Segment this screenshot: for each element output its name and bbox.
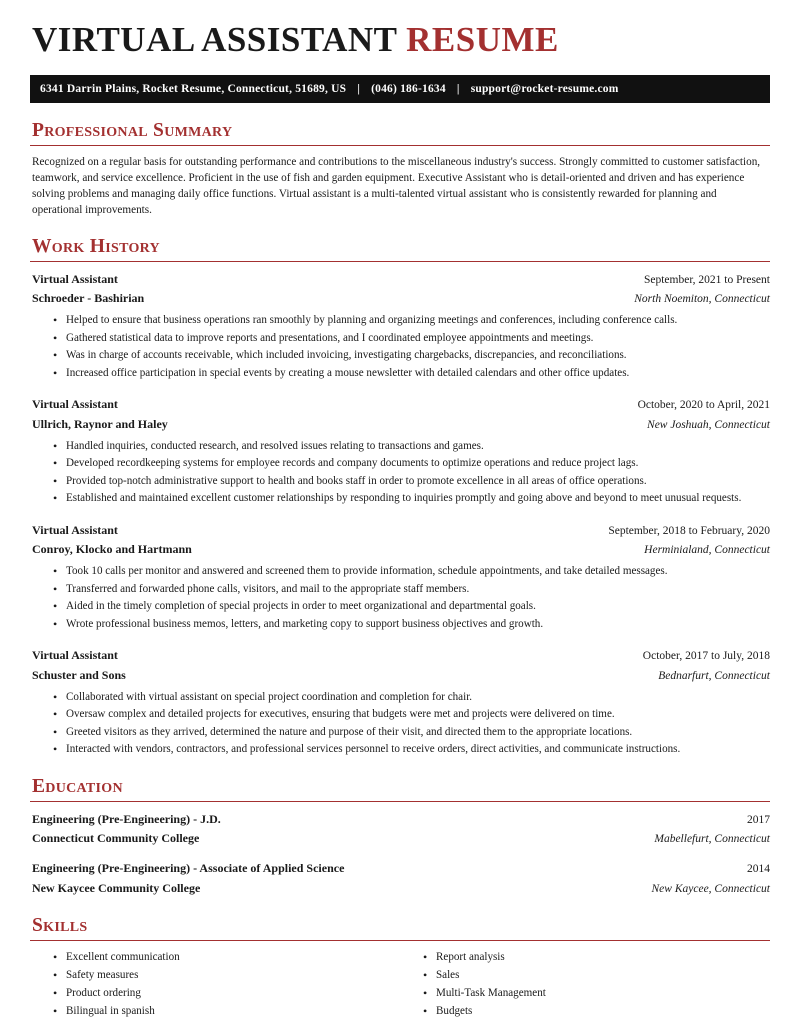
work-entry-header: [30, 521, 770, 540]
education-entry: [30, 859, 770, 898]
section-education: [30, 776, 770, 898]
skills-columns: [30, 949, 770, 1021]
work-bullet: • Interacted with vendors, contractors, and professional services personnel to receive orders, direct activities, and communicate instructions.: [66, 741, 770, 759]
education-school: New Kaycee Community College: [32, 880, 201, 895]
work-company: Schroeder - Bashirian: [32, 290, 145, 305]
work-bullet: • Provided top-notch administrative support to health and books staff in order to promote excellence in all areas of office operations.: [66, 473, 770, 491]
work-bullet: • Developed recordkeeping systems for employee records and company documents to optimize operations and reduce project lags.: [66, 455, 770, 473]
contact-separator-2: |: [456, 82, 460, 95]
section-divider-work: [30, 261, 770, 262]
work-bullet: • Oversaw complex and detailed projects for executives, ensuring that budgets were met and projects were delivered on time.: [66, 706, 770, 724]
work-role: Virtual Assistant: [32, 522, 118, 537]
skill-item: • Excellent communication: [66, 949, 400, 967]
education-location: New Kaycee, Connecticut: [651, 882, 770, 895]
work-bullet: • Was in charge of accounts receivable, which included invoicing, investigating chargebacks, discrepancies, and reconciliations.: [66, 347, 770, 365]
work-company: Schuster and Sons: [32, 667, 126, 682]
section-divider-education: [30, 801, 770, 802]
contact-bar: [30, 75, 770, 103]
work-bullet: • Took 10 calls per monitor and answered and screened them to provide information, schedule appointments, and take detailed messages.: [66, 563, 770, 581]
work-entry: [30, 395, 770, 508]
contact-phone[interactable]: (046) 186-1634: [371, 82, 446, 95]
section-work-history: [30, 236, 770, 759]
skill-item: • Report analysis: [436, 949, 770, 967]
work-date: October, 2020 to April, 2021: [637, 399, 770, 412]
work-bullet: • Aided in the timely completion of special projects in order to meet organizational and departmental goals.: [66, 598, 770, 616]
work-bullet: • Helped to ensure that business operations ran smoothly by planning and organizing meetings and conferences, including conference calls.: [66, 312, 770, 330]
work-date: September, 2018 to February, 2020: [608, 524, 770, 537]
work-bullet: • Increased office participation in special events by creating a mouse newsletter with detailed calendars and other office updates.: [66, 365, 770, 383]
work-entry-header: [30, 395, 770, 414]
skills-column-left: [30, 949, 400, 1021]
skill-item: • Product ordering: [66, 985, 400, 1003]
section-skills: [30, 915, 770, 1021]
work-bullets: [30, 438, 770, 508]
education-entry-subheader: [30, 829, 770, 848]
work-entry-subheader: [30, 289, 770, 308]
work-entry: [30, 270, 770, 383]
work-role: Virtual Assistant: [32, 648, 118, 663]
work-entry: [30, 521, 770, 634]
work-date: October, 2017 to July, 2018: [642, 650, 770, 663]
work-bullet: • Wrote professional business memos, letters, and marketing copy to support business objectives and growth.: [66, 616, 770, 634]
education-degree: Engineering (Pre-Engineering) - Associate of Applied Science: [32, 861, 345, 876]
work-entry-header: [30, 646, 770, 665]
work-company: Ullrich, Raynor and Haley: [32, 416, 168, 431]
skill-item: • Sales: [436, 967, 770, 985]
work-company: Conroy, Klocko and Hartmann: [32, 542, 192, 557]
contact-email[interactable]: support@rocket-resume.com: [470, 82, 619, 95]
skills-list-right: [400, 949, 770, 1021]
skills-list-left: [30, 949, 400, 1021]
work-bullet: • Transferred and forwarded phone calls, visitors, and mail to the appropriate staff members.: [66, 581, 770, 599]
work-bullets: [30, 312, 770, 382]
page-title-primary: VIRTUAL ASSISTANT: [32, 20, 397, 59]
skill-item: • Budgets: [436, 1003, 770, 1021]
education-entry-header: [30, 810, 770, 829]
work-location: Bednarfurt, Connecticut: [658, 669, 770, 682]
summary-text: Recognized on a regular basis for outstanding performance and contributions to the miscellaneous industry's success. Strongly committed to customer satisfaction, teamwork, and service excellence. Proficient in the use of fish and garden equipment. Executive Assistant who is detail-oriented and driven and has experience solving problems and managing daily office functions. Virtual assistant is a multi-talented virtual assistant who is consistently rewarded for planning and operational improvements.: [32, 155, 761, 217]
section-title-work: Work History: [32, 235, 160, 257]
skill-item: • Multi-Task Management: [436, 985, 770, 1003]
contact-address: 6341 Darrin Plains, Rocket Resume, Connecticut, 51689, US: [40, 82, 347, 95]
work-bullet: • Greeted visitors as they arrived, determined the nature and purpose of their visit, and directed them to the appropriate locations.: [66, 724, 770, 742]
work-bullet: • Established and maintained excellent customer relationships by responding to inquiries promptly and going above and beyond to meet unusual requests.: [66, 490, 770, 508]
work-entry-subheader: [30, 540, 770, 559]
education-year: 2014: [747, 863, 770, 876]
work-bullets: [30, 689, 770, 759]
education-year: 2017: [747, 813, 770, 826]
page-title-accent: RESUME: [406, 20, 559, 59]
work-bullet: • Collaborated with virtual assistant on special project coordination and completion for chair.: [66, 689, 770, 707]
education-school: Connecticut Community College: [32, 831, 200, 846]
education-location: Mabellefurt, Connecticut: [654, 833, 770, 846]
education-entry: [30, 810, 770, 849]
education-entry-header: [30, 859, 770, 878]
page-title: [32, 22, 770, 59]
education-entry-subheader: [30, 879, 770, 898]
work-location: Herminialand, Connecticut: [644, 544, 770, 557]
work-entry-subheader: [30, 415, 770, 434]
section-professional-summary: [30, 120, 770, 219]
contact-separator-1: |: [357, 82, 361, 95]
work-bullet: • Gathered statistical data to improve reports and presentations, and I coordinated employee appointments and meetings.: [66, 330, 770, 348]
work-entry-header: [30, 270, 770, 289]
work-bullets: [30, 563, 770, 633]
section-title-skills: Skills: [32, 914, 88, 936]
skills-column-right: [400, 949, 770, 1021]
work-location: New Joshuah, Connecticut: [647, 418, 770, 431]
section-divider-skills: [30, 940, 770, 941]
section-divider-summary: [30, 145, 770, 146]
work-entry-subheader: [30, 666, 770, 685]
work-role: Virtual Assistant: [32, 271, 118, 286]
work-entry: [30, 646, 770, 759]
skill-item: • Bilingual in spanish: [66, 1003, 400, 1021]
work-location: North Noemiton, Connecticut: [634, 292, 770, 305]
skill-item: • Safety measures: [66, 967, 400, 985]
work-date: September, 2021 to Present: [643, 273, 770, 286]
work-bullet: • Handled inquiries, conducted research, and resolved issues relating to transactions and games.: [66, 438, 770, 456]
work-role: Virtual Assistant: [32, 397, 118, 412]
section-title-education: Education: [32, 775, 123, 797]
section-title-summary: Professional Summary: [32, 119, 233, 141]
education-degree: Engineering (Pre-Engineering) - J.D.: [32, 811, 221, 826]
